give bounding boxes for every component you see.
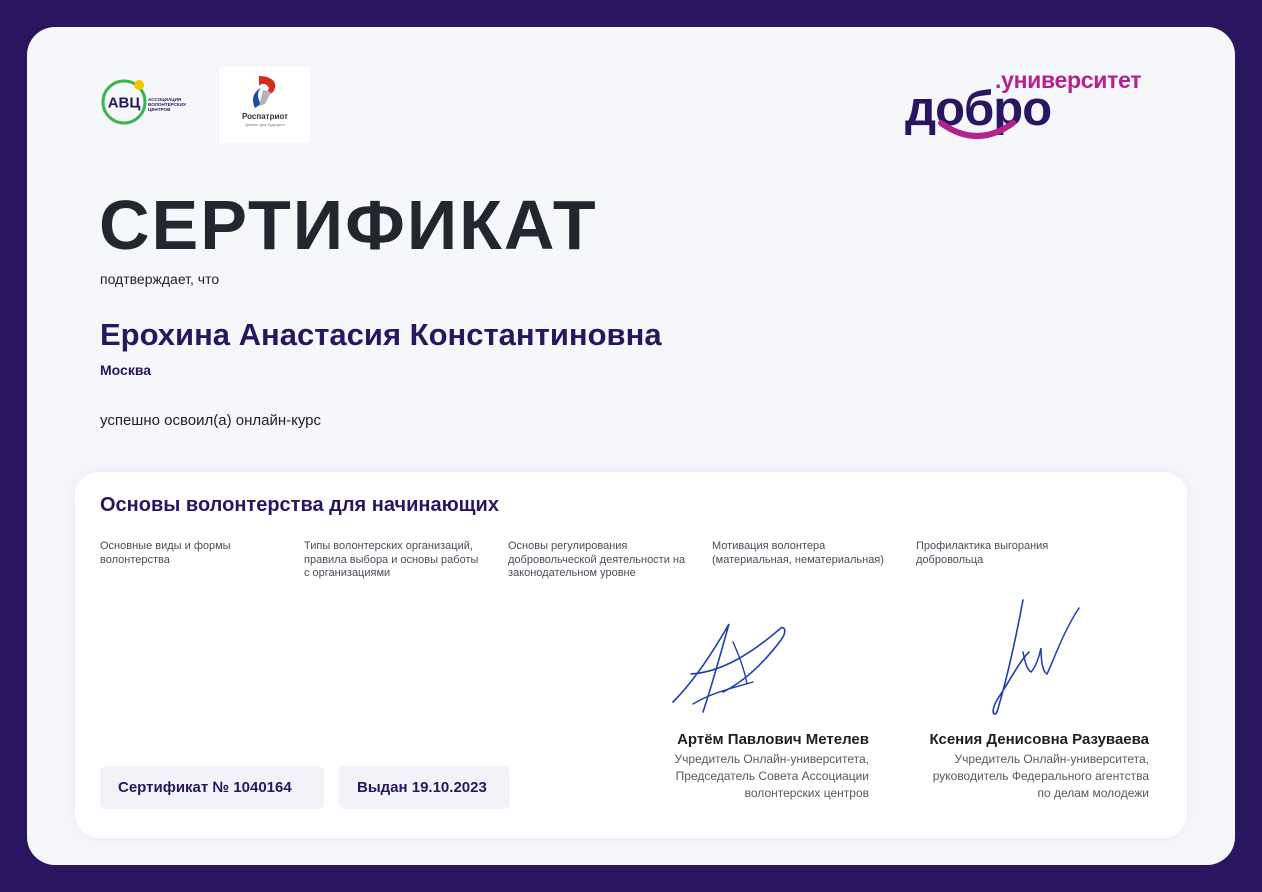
issue-date-badge: Выдан 19.10.2023 — [339, 766, 510, 809]
dobro-university-logo — [903, 67, 1165, 143]
certificate-number-badge: Сертификат № 1040164 — [100, 766, 324, 809]
course-topic-5: Профилактика выгорания добровольца — [916, 540, 1049, 566]
signer-1-role-line-3: волонтерских центров — [744, 786, 869, 800]
rospatriot-logo — [220, 67, 310, 143]
signature-razuvaeva — [973, 592, 1093, 722]
university-word: .университет — [995, 67, 1142, 93]
confirm-text: подтверждает, что — [100, 271, 220, 287]
rospatriot-name: Роспатриот — [242, 112, 288, 121]
avc-caption-line-1: АССОЦИАЦИЯ — [148, 97, 182, 102]
signer-1-role — [595, 751, 869, 802]
course-topic-2: Типы волонтерских организаций, правила выбора и основы работы с организациями — [304, 540, 479, 579]
smile-icon — [937, 119, 1017, 139]
avc-caption-line-3: ЦЕНТРОВ — [148, 107, 171, 112]
rospatriot-emblem-icon — [249, 74, 281, 110]
signer-1-name: Артём Павлович Метелев — [677, 731, 869, 748]
certificate-card — [27, 27, 1235, 865]
mastered-text: успешно освоил(а) онлайн-курс — [100, 412, 322, 429]
avc-caption-line-2: ВОЛОНТЕРСКИХ — [148, 102, 187, 107]
signer-2-name: Ксения Денисовна Разуваева — [929, 731, 1149, 748]
course-topic-3: Основы регулирования добровольческой деятельности на законодательном уровне — [508, 540, 686, 579]
course-panel — [75, 472, 1187, 838]
course-topic-4: Мотивация волонтера (материальная, нематериальная) — [712, 540, 884, 566]
signer-1-role-line-1: Учредитель Онлайн-университета, — [674, 752, 869, 766]
certificate-title: СЕРТИФИКАТ — [99, 186, 598, 264]
course-topic-1: Основные виды и формы волонтерства — [100, 540, 231, 566]
dobro-word: добро — [905, 82, 1052, 136]
recipient-name: Ерохина Анастасия Константиновна — [100, 317, 662, 352]
signature-metelev — [663, 612, 803, 722]
signer-1-role-line-2: Председатель Совета Ассоциации — [675, 769, 869, 783]
avc-logo-mark: АВЦ — [107, 94, 141, 112]
signer-2-role-line-1: Учредитель Онлайн-университета, — [954, 752, 1149, 766]
signer-2-role-line-2: руководитель Федерального агентства — [932, 769, 1149, 783]
rospatriot-tagline: Делать для будущего — [245, 122, 285, 127]
course-title: Основы волонтерства для начинающих — [100, 494, 499, 516]
avc-logo — [99, 77, 199, 127]
recipient-city: Москва — [100, 362, 152, 378]
signer-2-role — [865, 751, 1149, 802]
signer-2-role-line-3: по делам молодежи — [1037, 786, 1149, 800]
